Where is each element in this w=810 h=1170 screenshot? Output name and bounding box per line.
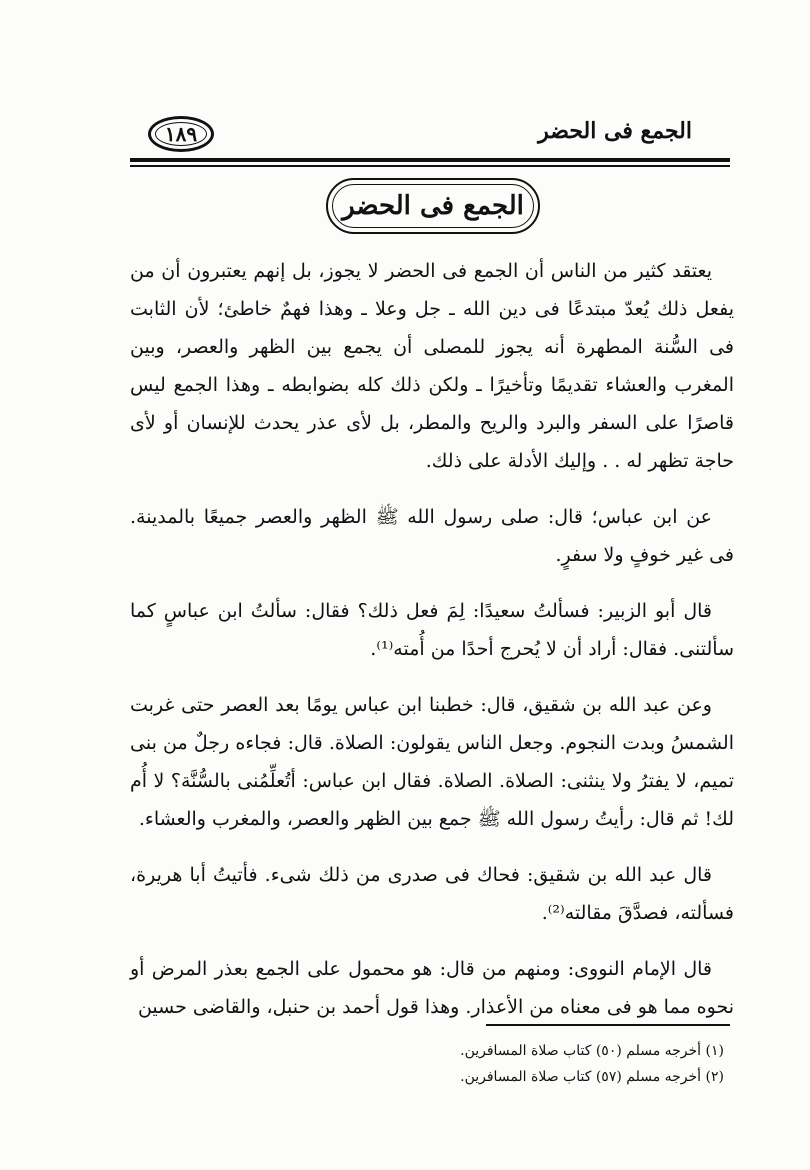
footnote-1: (١) أخرجه مسلم (٥٠) كتاب صلاة المسافرين.	[460, 1043, 724, 1059]
paragraph-5: قال عبد الله بن شقيق: فحاك فى صدرى من ذلك شىء. فأتيتُ أبا هريرة، فسألته، فصدَّقَ مقالته⁽²⁾.	[130, 864, 734, 924]
page-number-text: ١٨٩	[164, 122, 198, 146]
header-rule-thin	[130, 165, 730, 167]
chapter-title-frame	[326, 178, 540, 234]
chapter-title: الجمع فى الحضر	[342, 191, 524, 221]
paragraph-3: قال أبو الزبير: فسألتُ سعيدًا: لِمَ فعل ذلك؟ فقال: سألتُ ابن عباسٍ كما سألتنى. فقال: أراد أن لا يُحرج أحدًا من أُمته⁽¹⁾.	[130, 600, 734, 660]
paragraph-4: وعن عبد الله بن شقيق، قال: خطبنا ابن عباس يومًا بعد العصر حتى غربت الشمسُ وبدت النجوم. وجعل الناس يقولون: الصلاة. قال: فجاءه رجلٌ من بنى تميم، لا يفترُ ولا ينثنى: الصلاة. الصلاة. فقال ابن عباس: أتُعلِّمُنى بالسُّنَّة؟ لا أُم لك! ثم قال: رأيتُ رسول الله ﷺ جمع بين الظهر والعصر، والمغرب والعشاء.	[130, 694, 734, 830]
paragraph-2: عن ابن عباس؛ قال: صلى رسول الله ﷺ الظهر والعصر جميعًا بالمدينة. فى غير خوفٍ ولا سفرٍ.	[130, 506, 734, 566]
page-number	[148, 116, 214, 152]
footnote-separator	[486, 1024, 730, 1026]
header-rule-thick	[130, 158, 730, 162]
running-header-title: الجمع فى الحضر	[538, 118, 692, 144]
footnote-2: (٢) أخرجه مسلم (٥٧) كتاب صلاة المسافرين.	[460, 1069, 724, 1085]
footnotes	[164, 1038, 724, 1090]
paragraph-6: قال الإمام النووى: ومنهم من قال: هو محمول على الجمع بعذر المرض أو نحوه مما هو فى معناه من الأعذار. وهذا قول أحمد بن حنبل، والقاضى حسين	[130, 958, 734, 1018]
paragraph-1: يعتقد كثير من الناس أن الجمع فى الحضر لا يجوز، بل إنهم يعتبرون أن من يفعل ذلك يُعدّ مبتدعًا فى دين الله ـ جل وعلا ـ وهذا فهمٌ خاطئ؛ لأن الثابت فى السُّنة المطهرة أنه يجوز للمصلى أن يجمع بين الظهر والعصر، وبين المغرب والعشاء تقديمًا وتأخيرًا ـ ولكن ذلك كله بضوابطه ـ وهذا الجمع ليس قاصرًا على السفر والبرد والريح والمطر، بل لأى عذر يحدث للإنسان أو لأى حاجة تظهر له . . وإليك الأدلة على ذلك.	[130, 260, 734, 472]
body-text	[130, 252, 734, 1044]
